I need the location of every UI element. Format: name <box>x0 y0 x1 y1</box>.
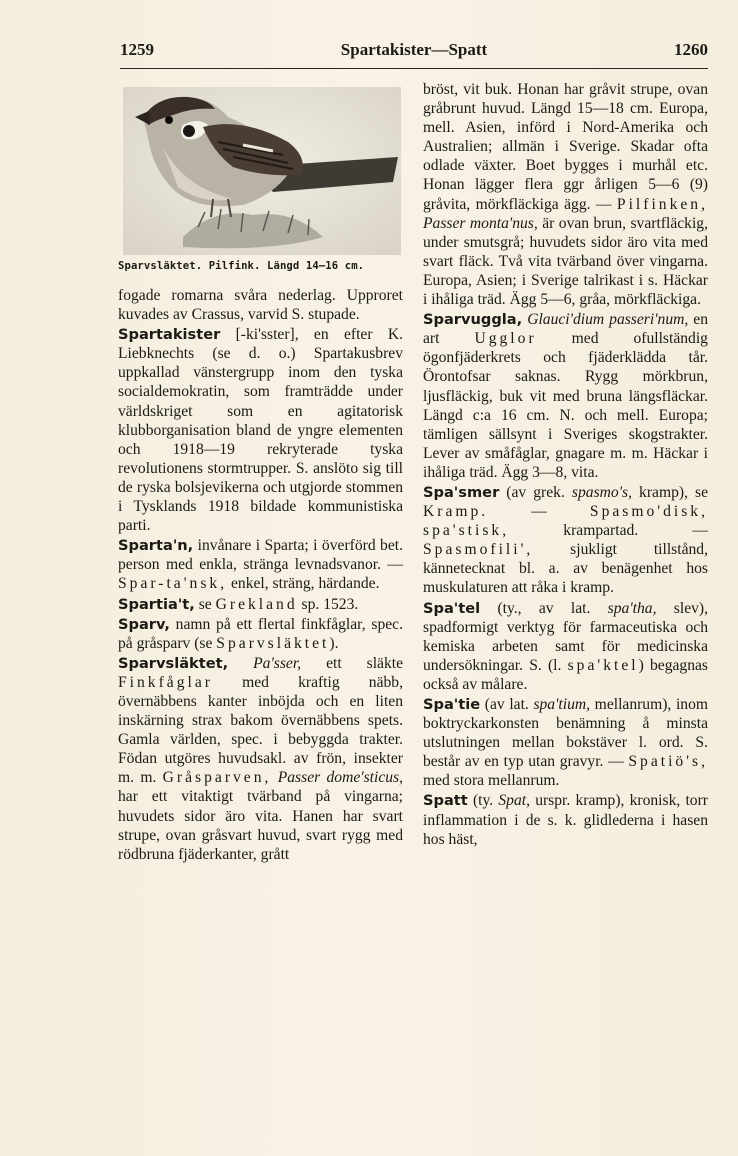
spaced-term: spa'ktel <box>567 656 639 674</box>
figure-caption: Sparvsläktet. Pilfink. Längd 14—16 cm. <box>118 260 365 272</box>
cross-reference: Grekland <box>215 595 298 613</box>
headword: Sparvsläktet, <box>118 654 229 672</box>
page-number-right: 1260 <box>674 40 708 59</box>
german-term: Spat, <box>498 792 530 810</box>
entry-text: med kraftig näbb, övernäbbens kanter inböjda och en liten inskärning strax bakom övernäbbens spets. Gamla världen, spec. i bebyggda trakter. Födan utgöres huvudsakl. av frön, insekter m. m. <box>118 673 403 787</box>
entry-text: ). <box>329 634 339 652</box>
headword: Sparv, <box>118 615 170 633</box>
page-header <box>120 40 708 68</box>
sparrow-image-icon <box>123 87 401 255</box>
sparrow-illustration <box>123 87 401 255</box>
entry-text: [-ki'sster], en efter K. Liebknechts (se d. o.) Spartakusbrev uppkallad vänstergrupp inom den tyska socialdemokratin, som framträdde under världskriget som en agitatorisk klubborganisation bland de yngre elementen och 1918—19 rekryterade tyska revolutionens stormtrupper. S. anslöto sig till de ryska bolsjevikerna och utgjorde stommen i Tysklands 1918 bildade kommunistiska parti. <box>118 326 403 535</box>
cross-reference: Kramp. <box>423 503 489 521</box>
entry-sparv <box>118 615 403 653</box>
headword: Spartia't, <box>118 595 195 613</box>
running-title: Spartakister—Spatt <box>340 40 488 59</box>
entry-spatie <box>423 695 708 790</box>
entry-text: har ett vitaktigt tvärband på vingarna; huvudets sidor äro vita. Hanen har svart strupe, ovan gråsvart huvud, svart rygg med rödbruna fjäderkanter, grått <box>118 788 403 863</box>
latin-name: Glauci'dium passeri'num, <box>522 311 689 329</box>
entry-text: urspr. kramp), kronisk, torr inflammation i de s. k. glidlederna i hasen hos häst, <box>423 792 708 848</box>
headword: Spartakister <box>118 326 221 344</box>
greek-term: spasmo's, <box>571 483 632 501</box>
paragraph: fogade romarna svåra nederlag. Upproret kuvades av Crassus, varvid S. stupade. <box>118 287 403 324</box>
entry-text: krampartad. — <box>509 522 708 540</box>
entry-text: slev), spadformigt verktyg för farmaceutiska och kemiska arbeten samt för medicinska undersökningar. S. (l. <box>423 599 709 674</box>
entry-text: (ty., av lat. <box>480 599 608 617</box>
cross-reference: Finkfåglar <box>118 673 213 691</box>
latin-name: Pa'sser, <box>228 654 302 672</box>
entry-text: kramp), se <box>632 483 708 501</box>
entry-text: ) begagnas också av målare. <box>423 656 708 693</box>
entry-text: med ofullständig ögonfjäderkrets och fjäderklädda tår. Örontofsar saknas. Rygg mörkbrun, ljusfläckig, buk vit med bruna längsfläckar. Längd c:a 16 cm. N. och mell. Europa; tämligen sällsynt i Sveriges skogstrakter. Lever av småfåglar, gnagare m. m. Häckar i ihåliga träd. Ägg 3—8, vita. <box>423 330 708 481</box>
headword: Spatt <box>423 792 468 810</box>
entry-text: (ty. <box>467 792 499 810</box>
entry-text: (av lat. <box>480 696 534 713</box>
spaced-term: Spasmo'disk, spa'stisk, <box>423 503 708 540</box>
latin-term: spa'tium, <box>533 696 591 713</box>
headword: Sparta'n, <box>118 537 194 555</box>
entry-text: är ovan brun, svartfläckig, under smutsgrå; huvudets sidor äro vita med svart fläck. Två vita tvärband över vingarna. Europa, Asien; i Sverige talrikast i s. Häckar i ihåliga träd. Ägg 5—6, gråa, mörkfläckiga. <box>423 214 708 309</box>
entry-continuation <box>423 80 708 309</box>
entry-text: sjukligt tillstånd, kännetecknat bl. a. av benägenhet hos muskulaturen att råka i kramp. <box>423 541 708 597</box>
latin-term: spa'tha, <box>607 599 657 617</box>
headword: Sparvuggla, <box>423 311 523 329</box>
headword: Spa'smer <box>423 483 500 501</box>
spaced-term: Spasmofili', <box>423 541 534 559</box>
entry-text: enkel, sträng, härdande. <box>227 575 380 593</box>
cross-reference: Ugglor <box>474 330 537 348</box>
entry-spartakister <box>118 325 403 535</box>
entry-spartan <box>118 536 403 593</box>
spaced-term: Gråsparven, <box>162 769 272 787</box>
entry-sparvslaktet <box>118 654 403 864</box>
entry-text: ett släkte <box>301 654 403 672</box>
right-column <box>423 80 708 849</box>
spaced-term: Spatiö's, <box>628 753 708 771</box>
entry-sparvuggla <box>423 310 708 482</box>
entry-spatel <box>423 599 708 694</box>
entry-spartiat <box>118 595 403 614</box>
entry-text: mellanrum), inom boktryckarkonsten benämning å minsta utslutningen mellan bokstäver l. ord. S. består av en typ utan gravyr. — <box>423 696 709 771</box>
page-number-left: 1259 <box>120 40 154 59</box>
spaced-term: Spar-ta'nsk, <box>118 575 228 593</box>
entry-text: med stora mellanrum. <box>423 772 560 790</box>
entry-text: namn på ett flertal finkfåglar, spec. på gråsparv (se <box>118 615 403 652</box>
entry-text: sp. 1523. <box>297 595 359 613</box>
headword: Spa'tel <box>423 599 481 617</box>
entry-text: bröst, vit buk. Honan har gråvit strupe, ovan gråbrunt huvud. Längd 15—18 cm. Europa, mell. Asien, införd i Nord-Amerika och Australien; allmän i Sverige. Skadar ofta odlade växter. Boet bygges i murhål etc. Honan lägger flera ggr årligen 5—6 (9) gråvita, mörkfläckiga ägg. — <box>423 81 708 213</box>
entry-spasmer <box>423 483 708 598</box>
entry-text: (av grek. <box>499 483 572 501</box>
latin-name: Passer monta'nus, <box>423 214 538 232</box>
cross-reference: Sparvsläktet <box>216 634 330 652</box>
entry-text: — <box>488 503 590 521</box>
entry-spatt <box>423 791 708 848</box>
spaced-term: Pilfinken, <box>616 195 708 213</box>
header-rule <box>120 68 708 69</box>
entry-text: se <box>194 595 216 613</box>
latin-name: Passer dome'sticus, <box>271 769 404 787</box>
entry-text: invånare i Sparta; i överförd bet. person med enkla, stränga levnadsvanor. — <box>118 537 403 574</box>
entry-text: en art <box>423 311 709 348</box>
left-column <box>118 286 403 864</box>
headword: Spa'tie <box>423 696 481 713</box>
